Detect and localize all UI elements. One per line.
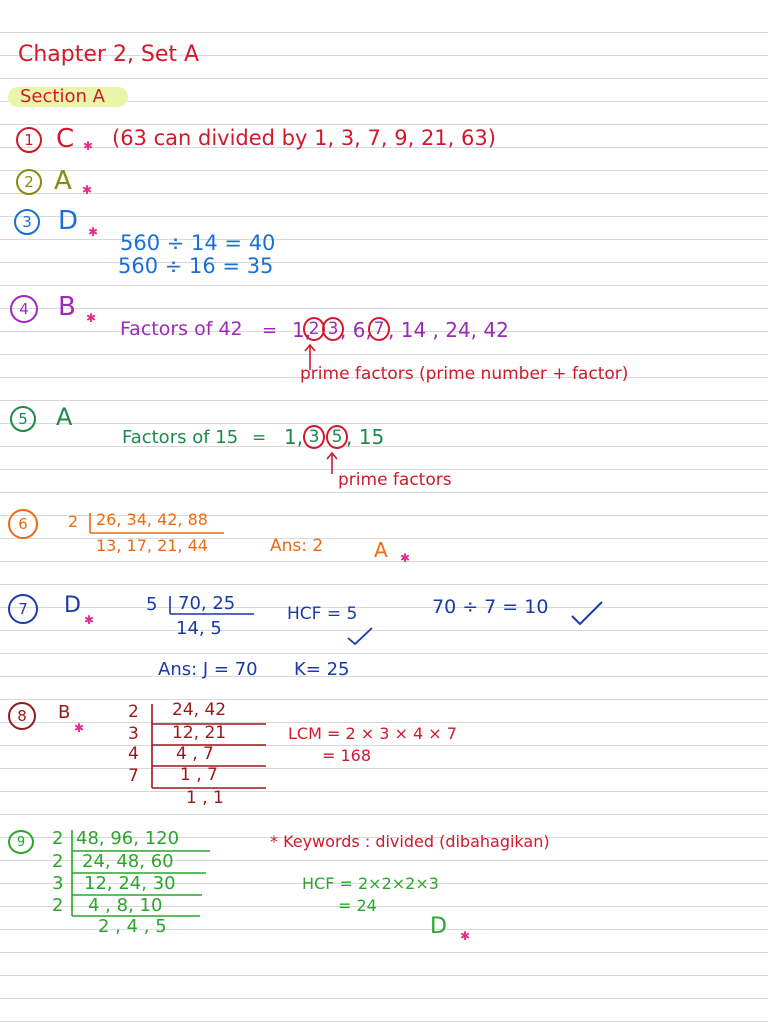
q4-prime-circle: 2 [303,317,325,341]
checkmark-icon [346,626,374,646]
q4-label: Factors of 42 [120,318,243,340]
q9-divisor: 3 [52,873,64,894]
q8-lcm-result: = 168 [322,746,372,765]
q9-keywords: * Keywords : divided (dibahagikan) [270,832,550,851]
question-number-8: 8 [8,702,36,730]
q5-prime-circle: 5 [326,425,348,449]
q7-ans: Ans: J = 70 [158,659,258,680]
q9-hcf: HCF = 2×2×2×3 [302,874,439,893]
q5-label: Factors of 15 [122,427,239,448]
question-number-1: 1 [16,127,42,153]
q9-divisor: 2 [52,895,64,916]
q1-answer: C [56,124,75,154]
q7-k: K= 25 [294,659,350,680]
q9-row: 24, 48, 60 [82,851,174,872]
q8-divisor: 2 [128,702,139,722]
q7-hcf: HCF = 5 [287,604,358,624]
page-title: Chapter 2, Set A [18,42,200,67]
q1-note: (63 can divided by 1, 3, 7, 9, 21, 63) [112,126,496,150]
q4-note: prime factors (prime number + factor) [300,364,629,384]
q6-row1: 26, 34, 42, 88 [96,510,208,529]
star-icon: ✱ [86,311,97,325]
q9-hcf-result: = 24 [338,896,377,915]
star-icon: ✱ [84,613,95,627]
q5-answer: A [56,403,73,431]
q4-prime-circle: 7 [368,317,390,341]
q3-answer: D [58,206,79,236]
q4-factor: 1, [292,318,312,342]
q7-check: 70 ÷ 7 = 10 [432,596,549,618]
q5-factor: 1, [284,425,304,449]
q6-answer: A [374,538,388,562]
q8-lcm: LCM = 2 × 3 × 4 × 7 [288,724,457,743]
question-number-3: 3 [14,209,40,235]
q9-row: 48, 96, 120 [76,828,180,849]
q6-divisor: 2 [68,512,79,531]
q6-ans: Ans: 2 [270,536,324,556]
q9-row: 2 , 4 , 5 [98,916,167,937]
star-icon: ✱ [400,551,411,565]
q8-answer: B [58,702,71,723]
q9-divisor: 2 [52,828,64,849]
q7-divisor: 5 [146,594,158,615]
q4-factor: , 6, [340,318,372,342]
q9-row: 12, 24, 30 [84,873,176,894]
question-number-9: 9 [8,830,34,854]
q8-row: 1 , 7 [180,765,218,785]
q8-row: 4 , 7 [176,744,214,764]
q2-answer: A [54,166,72,196]
q4-factor: , 14 , 24, 42 [388,318,509,342]
q4-prime-circle: 3 [322,317,344,341]
question-number-7: 7 [8,594,38,624]
q5-prime-circle: 3 [303,425,325,449]
q9-divisor: 2 [52,851,64,872]
q3-line1: 560 ÷ 14 = 40 [120,231,276,255]
question-number-6: 6 [8,509,38,539]
q8-row: 12, 21 [172,723,227,743]
question-number-5: 5 [10,406,36,432]
q3-line2: 560 ÷ 16 = 35 [118,254,274,278]
q7-answer: D [64,593,81,618]
checkmark-icon [570,600,604,628]
star-icon: ✱ [460,929,471,943]
star-icon: ✱ [83,139,94,153]
q4-answer: B [58,292,76,322]
section-heading: Section A [20,86,105,107]
star-icon: ✱ [82,183,93,197]
q5-factor: , 15 [346,425,385,449]
star-icon: ✱ [74,721,85,735]
q4-equals: = [262,320,278,341]
question-number-4: 4 [10,295,38,323]
q8-row: 24, 42 [172,700,227,720]
q7-row1: 70, 25 [178,593,236,614]
q8-divisor: 4 [128,744,139,764]
q8-divisor: 3 [128,724,139,744]
q8-divisor: 7 [128,766,139,786]
q5-equals: = [252,428,267,448]
q9-row: 4 , 8, 10 [88,895,163,916]
q6-row2: 13, 17, 21, 44 [96,536,208,555]
q9-answer: D [430,914,447,939]
q7-row2: 14, 5 [176,618,222,639]
q8-row: 1 , 1 [186,788,224,808]
star-icon: ✱ [88,225,99,239]
q5-note: prime factors [338,470,452,490]
question-number-2: 2 [16,169,42,195]
